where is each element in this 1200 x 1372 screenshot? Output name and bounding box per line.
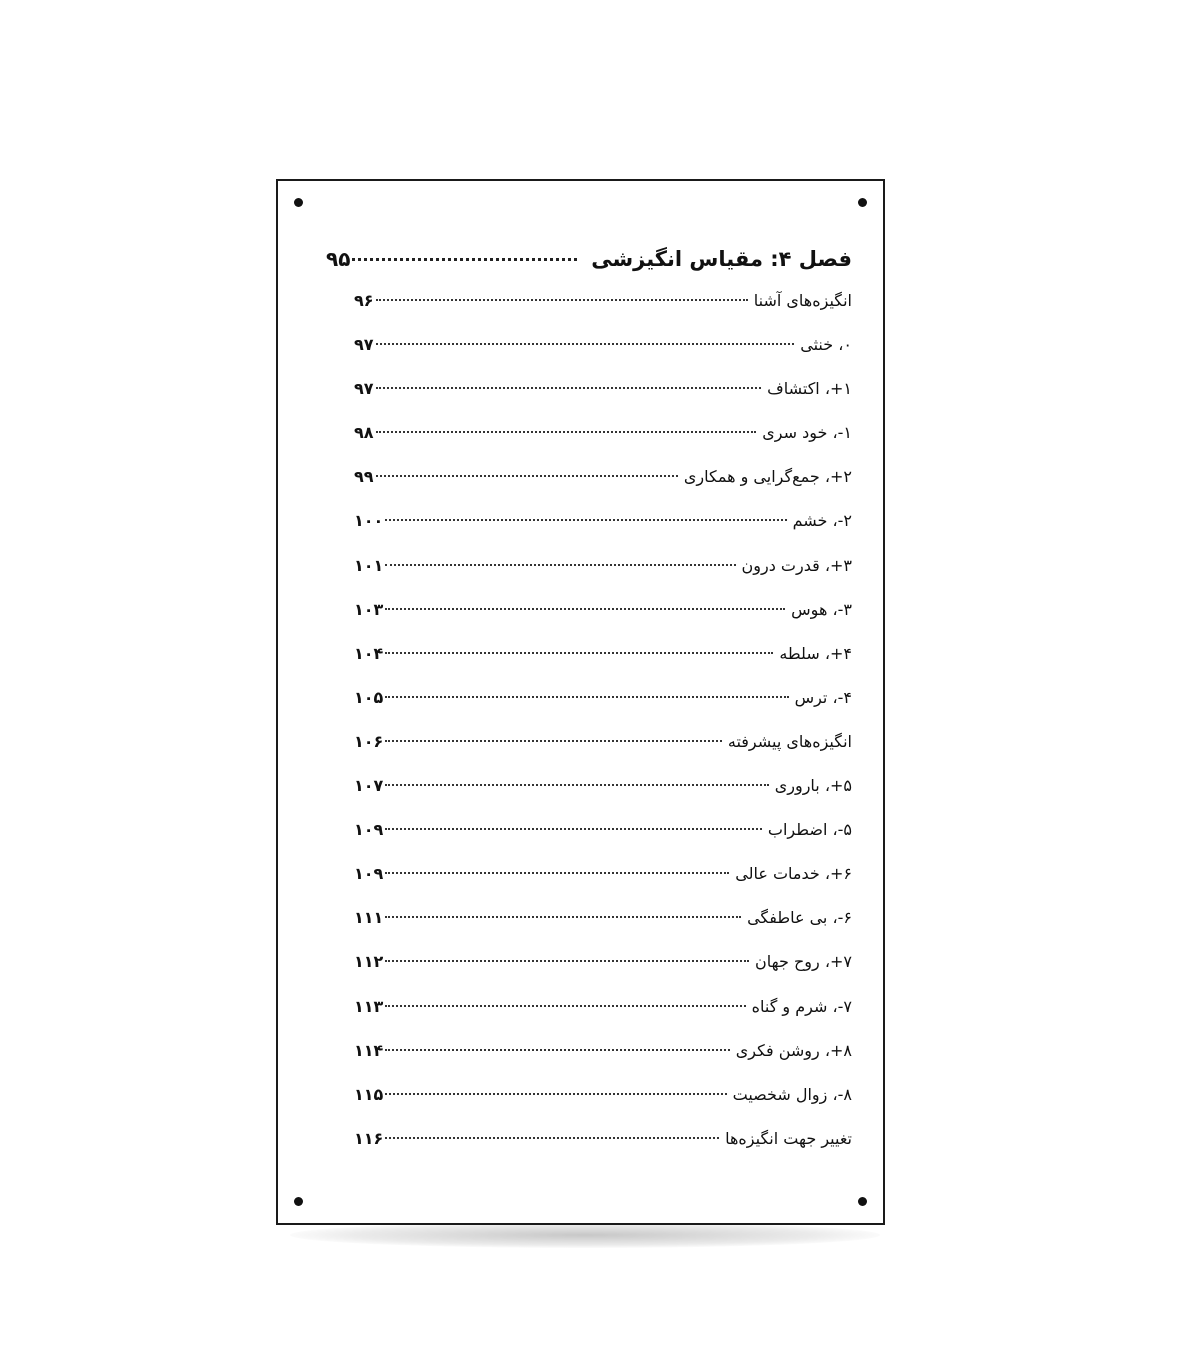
toc-entry[interactable]: [354, 291, 852, 335]
toc-entry-page-number: ۹۶: [354, 291, 374, 310]
corner-dot-icon: [294, 1197, 303, 1206]
toc-entry-page-number: ۹۸: [354, 423, 374, 443]
dot-leader: [376, 387, 762, 389]
dot-leader: [385, 1005, 745, 1007]
toc-entry-page-number: ۱۰۵: [354, 687, 384, 707]
toc-entry-page-number: ۱۱۴: [354, 1040, 384, 1060]
toc-entry-page-number: ۹۹: [354, 467, 374, 487]
toc-entry-page-number: ۱۰۰: [354, 511, 384, 531]
toc-entry-label: ۱+، اکتشاف: [767, 379, 852, 399]
toc-entry-page-number: ۱۰۱: [354, 555, 384, 575]
toc-entry-label: ۷-، شرم و گناه: [751, 996, 852, 1016]
toc-entry-label: ۲+، جمع‌گرایی و همکاری: [683, 467, 852, 487]
toc-entry-page-number: ۱۰۳: [354, 599, 384, 619]
toc-entry-label: ۴+، سلطه: [779, 643, 852, 663]
toc-entry-label: انگیزه‌های آشنا: [753, 291, 852, 310]
toc-entry-label: ۷+، روح جهان: [754, 952, 852, 972]
toc-entry-page-number: ۱۰۶: [354, 731, 384, 751]
toc-entry[interactable]: [354, 688, 852, 732]
toc-entry[interactable]: [354, 820, 852, 864]
toc-entry-page-number: ۱۰۹: [354, 820, 384, 840]
dot-leader: [385, 1049, 729, 1051]
toc-entry-label: ۳+، قدرت درون: [741, 555, 852, 575]
toc-entry-page-number: ۱۱۶: [354, 1128, 384, 1148]
toc-entry[interactable]: [354, 908, 852, 952]
toc-entry[interactable]: [354, 864, 852, 908]
toc-entry-label: ۵-، اضطراب: [767, 820, 852, 840]
toc-entry-page-number: ۱۰۷: [354, 776, 384, 796]
toc-entry[interactable]: [354, 1041, 852, 1085]
dot-leader: [385, 696, 788, 698]
dot-leader: [376, 343, 795, 345]
toc-entry-page-number: ۹۷: [354, 379, 374, 399]
chapter-title: فصل ۴: مقیاس انگیزشی: [591, 247, 852, 271]
toc-entry-label: ۲-، خشم: [792, 511, 852, 531]
toc-entry-label: ۶+، خدمات عالی: [735, 864, 852, 884]
toc-entry[interactable]: [354, 952, 852, 996]
dot-leader: [385, 1093, 726, 1095]
chapter-page-number: ۹۵: [326, 247, 351, 271]
dot-leader: [385, 872, 729, 874]
toc-entry-label: ۰، خنثی: [800, 335, 852, 355]
toc-entry[interactable]: [354, 379, 852, 423]
toc-entry-label: ۳-، هوس: [791, 599, 852, 619]
dot-leader: [385, 519, 786, 521]
dot-leader: [385, 740, 722, 742]
dot-leader: [385, 916, 741, 918]
toc-entry-page-number: ۱۱۱: [354, 908, 384, 928]
dot-leader: [385, 828, 762, 830]
dot-leader: [376, 475, 678, 477]
toc-entry-page-number: ۹۷: [354, 335, 374, 355]
toc-entry-label: ۱-، خود سری: [762, 423, 852, 443]
dot-leader: [385, 784, 768, 786]
toc-card: [276, 179, 885, 1225]
dot-leader: [385, 652, 773, 654]
dot-leader: [385, 608, 785, 610]
toc-entry-page-number: ۱۰۹: [354, 864, 384, 884]
toc-entry-label: ۴-، ترس: [794, 687, 852, 707]
toc-entry[interactable]: [354, 1129, 852, 1173]
toc-entry-label: ۶-، بی عاطفگی: [747, 908, 852, 928]
toc-entry[interactable]: [354, 732, 852, 776]
toc-entry-label: انگیزه‌های پیشرفته: [727, 731, 852, 751]
dot-leader: [376, 431, 757, 433]
dot-leader: [385, 564, 735, 566]
toc-entry[interactable]: [354, 335, 852, 379]
toc-entry-label: ۸-، زوال شخصیت: [732, 1084, 852, 1104]
toc-entry[interactable]: [354, 423, 852, 467]
toc-entry-label: ۵+، باروری: [774, 776, 852, 796]
dot-leader: [352, 258, 577, 261]
dot-leader: [385, 960, 749, 962]
toc-entry-label: ۸+، روشن فکری: [735, 1040, 852, 1060]
toc-entry-label: تغییر جهت انگیزه‌ها: [725, 1128, 852, 1148]
toc-entry[interactable]: [354, 776, 852, 820]
toc-entry-page-number: ۱۰۴: [354, 643, 384, 663]
chapter-heading[interactable]: [326, 247, 852, 291]
corner-dot-icon: [858, 198, 867, 207]
toc-entry-list: [354, 291, 852, 1173]
toc-entry[interactable]: [354, 556, 852, 600]
toc-entry[interactable]: [354, 997, 852, 1041]
toc-entry[interactable]: [354, 511, 852, 555]
toc-entry[interactable]: [354, 600, 852, 644]
toc-entry[interactable]: [354, 467, 852, 511]
corner-dot-icon: [858, 1197, 867, 1206]
dot-leader: [385, 1137, 719, 1139]
toc-entry[interactable]: [354, 1085, 852, 1129]
toc-entry-page-number: ۱۱۳: [354, 996, 384, 1016]
table-of-contents: [326, 247, 852, 1173]
card-shadow: [290, 1222, 880, 1248]
toc-entry[interactable]: [354, 644, 852, 688]
corner-dot-icon: [294, 198, 303, 207]
toc-entry-page-number: ۱۱۵: [354, 1084, 384, 1104]
toc-entry-page-number: ۱۱۲: [354, 952, 384, 972]
dot-leader: [376, 299, 748, 301]
